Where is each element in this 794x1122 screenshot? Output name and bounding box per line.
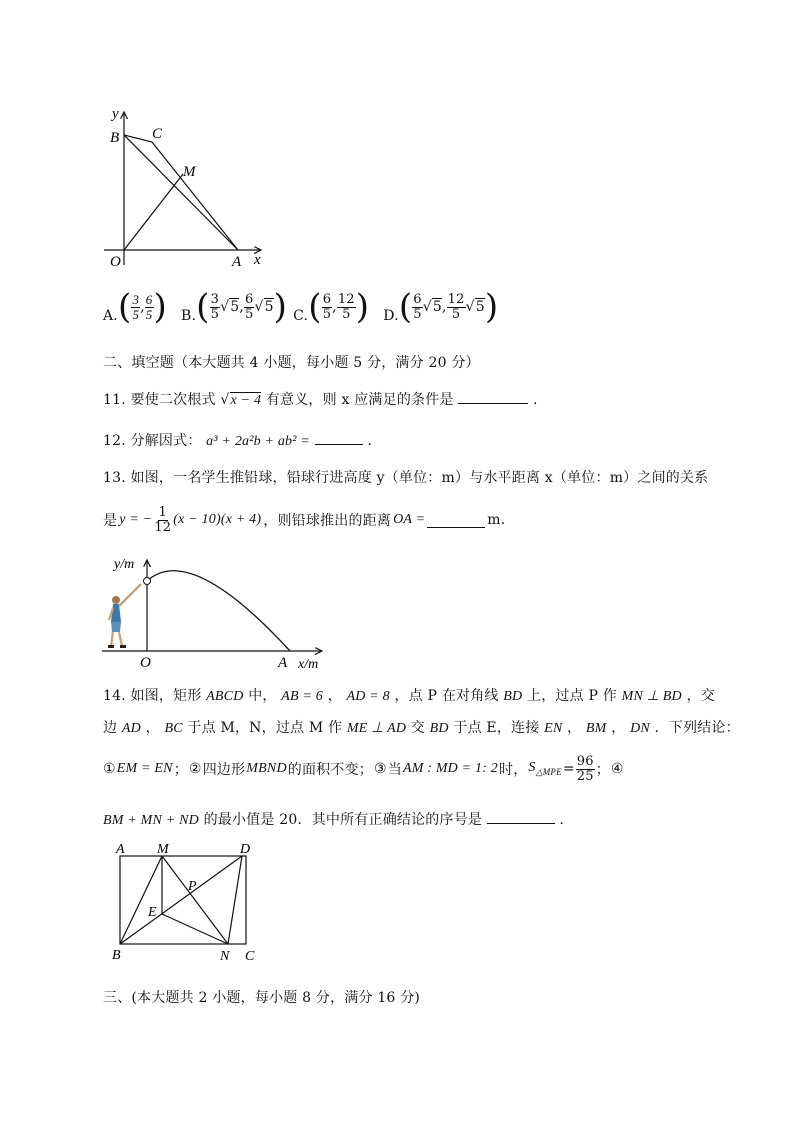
option-b-letter: B. (180, 308, 197, 324)
q14-semi2: ； (595, 762, 610, 779)
q12-pre: 12. 分解因式： (103, 433, 202, 449)
label-m: M (183, 164, 196, 180)
q13-y-eq: y = − (119, 512, 153, 528)
label-o: O (110, 254, 121, 270)
opt-b-d1: 5 (210, 306, 220, 322)
opt-d-n1: 6 (413, 291, 422, 307)
q14-l2a: 边 (103, 720, 118, 736)
q14-l2e: ．下列结论： (654, 720, 740, 736)
q14-ab: AB = 6 (281, 689, 324, 704)
q14-bd: BD (503, 689, 523, 704)
label-a: A (116, 842, 125, 857)
figure-shot-put (100, 550, 340, 672)
segment-en (162, 914, 228, 944)
q14-c3: ③ (373, 761, 387, 778)
label-m: M (157, 842, 169, 857)
q14-c1: ① (103, 761, 116, 778)
segment-mn (162, 856, 228, 944)
option-c[interactable]: C. ( $\frac{6}{5}$ , $\frac{12}{5}$ ) (293, 287, 370, 327)
opt-d-r2: 5 (475, 299, 485, 315)
question-14-line4 (103, 809, 564, 829)
opt-a-d2: 5 (145, 306, 153, 322)
opt-b-r1: 5 (230, 299, 240, 315)
q11-answer-blank[interactable] (458, 389, 528, 404)
q14-l1b: 中， (248, 688, 277, 704)
label-c: C (152, 126, 163, 142)
option-c-letter: C. (293, 308, 309, 324)
opt-d-d1: 5 (413, 306, 422, 322)
q14-eq: = (562, 761, 575, 778)
option-b[interactable]: B. ( $\frac{3}{5}$ √5 , $\frac{6}{5}$ √5 ) (180, 287, 288, 327)
opt-b-d2: 5 (244, 306, 254, 322)
q14-c3-when: 时， (499, 762, 528, 779)
q14-bm-mn-nd: BM + MN + ND (103, 813, 199, 828)
q10-options (103, 287, 499, 327)
student-figure (108, 584, 141, 648)
q14-ad2: AD (121, 721, 141, 736)
label-a: A (278, 655, 288, 671)
q14-sep1: ， (145, 720, 160, 736)
label-b: B (112, 948, 121, 963)
q14-c3-text: 当 (387, 762, 402, 779)
q14-f-num: 96 (576, 754, 594, 769)
label-n: N (220, 949, 230, 964)
question-14-line3 (103, 755, 624, 783)
figure-rectangle-abcd (108, 838, 268, 966)
opt-b-r2: 5 (264, 299, 274, 315)
q14-bd2: BD (429, 721, 449, 736)
q14-end: . (559, 812, 565, 828)
shot-ball (144, 578, 151, 585)
q13-answer-blank[interactable] (427, 513, 485, 528)
q14-abcd: ABCD (206, 689, 244, 704)
q11-post: 有意义，则 x 应满足的条件是 (265, 392, 454, 408)
q14-comma: ， (327, 688, 342, 704)
q14-dn: DN (630, 721, 650, 736)
label-b: B (110, 130, 120, 146)
label-y-m: y/m (114, 557, 135, 572)
option-a-letter: A. (103, 308, 118, 324)
q14-l2c: 交 (410, 720, 425, 736)
question-13-line2 (103, 506, 505, 534)
q14-en: EN (544, 721, 563, 736)
q14-em-en: EM = EN (116, 761, 173, 777)
q14-l1d: 上，过点 P 作 (527, 688, 617, 704)
q14-semi1: ； (173, 762, 188, 779)
trajectory-curve (147, 571, 290, 651)
opt-d-n2: 12 (447, 291, 465, 307)
q14-l1a: 14. 如图，矩形 (103, 688, 202, 704)
label-c: C (245, 949, 255, 964)
label-x: x (254, 252, 261, 268)
q14-mn-perp: MN ⊥ BD (621, 689, 682, 704)
q14-c2-b: 的面积不变； (287, 762, 373, 779)
question-13-line1: 13. 如图，一名学生推铅球，铅球行进高度 y（单位：m）与水平距离 x（单位：m）之间的关系 (103, 470, 709, 486)
q14-f-den: 25 (576, 768, 594, 784)
segment-bm (120, 856, 162, 944)
opt-c-d2: 5 (342, 306, 351, 322)
question-14-line1 (103, 685, 715, 705)
q14-sep2: ， (567, 720, 582, 736)
q14-c2: ② (188, 761, 202, 778)
segment-dn (228, 856, 242, 944)
opt-b-n2: 6 (244, 291, 254, 307)
q13-frac-den: 12 (154, 519, 172, 535)
opt-c-d1: 5 (322, 306, 332, 322)
q11-radicand: x − 4 (230, 393, 262, 408)
q13-oa: OA = (393, 512, 426, 528)
q13-frac-num: 1 (158, 505, 168, 520)
opt-d-d2: 5 (451, 306, 461, 322)
opt-b-n1: 3 (210, 291, 220, 307)
label-o: O (140, 655, 151, 671)
q14-sep3: ， (611, 720, 626, 736)
figure-coordinate-diagram (96, 100, 276, 275)
question-14-line2 (103, 717, 740, 737)
q11-pre: 11. 要使二次根式 (103, 392, 216, 408)
q13-mid: ，则铅球推出的距离 (263, 513, 392, 530)
label-e: E (148, 905, 157, 920)
q14-l1c: ，点 P 在对角线 (394, 688, 499, 704)
q12-expression: a³ + 2a²b + ab² = (206, 434, 311, 449)
label-d: D (240, 842, 251, 857)
opt-a-n1: 3 (132, 291, 140, 307)
diagonal-bd (120, 856, 242, 944)
opt-a-n2: 6 (145, 291, 153, 307)
section-3-heading: 三、(本大题共 2 小题，每小题 8 分，满分 16 分) (103, 990, 421, 1006)
q14-bc: BC (164, 721, 183, 736)
option-a[interactable]: A. ( $\frac{3}{5}$ , $\frac{6}{5}$ ) (103, 287, 167, 327)
question-12 (103, 430, 372, 450)
opt-d-r1: 5 (432, 299, 443, 315)
q11-end: . (532, 392, 538, 408)
label-x-m: x/m (298, 657, 319, 672)
q13-pre: 是 (103, 513, 118, 530)
q14-s: S (528, 760, 536, 776)
q14-l1e: ，交 (686, 688, 715, 704)
label-a: A (232, 254, 242, 270)
q14-bm: BM (585, 721, 607, 736)
q14-ad: AD = 8 (346, 689, 390, 704)
q14-answer-blank[interactable] (487, 809, 555, 824)
q14-c2-a: 四边形 (202, 762, 246, 779)
label-y: y (112, 106, 119, 122)
q12-answer-blank[interactable] (315, 430, 363, 445)
segment-o-m (124, 174, 183, 250)
q14-s-sub: △MPE (535, 767, 562, 778)
opt-a-d1: 5 (132, 306, 140, 322)
opt-c-n1: 6 (322, 291, 332, 307)
option-d[interactable]: D. ( $\frac{6}{5}$ √5 , $\frac{12}{5}$ √5 ) (383, 287, 499, 327)
label-p: P (188, 879, 197, 894)
segment-b-a (124, 135, 238, 250)
q14-ratio: AM : MD = 1: 2 (402, 761, 498, 777)
opt-c-n2: 12 (337, 291, 355, 307)
q14-l2d: 于点 E，连接 (453, 720, 540, 736)
question-11: 11. 要使二次根式 √x − 4 有意义，则 x 应满足的条件是 . (103, 389, 538, 409)
q14-me-perp: ME ⊥ AD (346, 721, 407, 736)
q12-end: . (367, 433, 372, 449)
q14-mbnd: MBND (246, 761, 287, 777)
q14-l2b: 于点 M，N，过点 M 作 (187, 720, 343, 736)
option-d-letter: D. (383, 308, 399, 324)
q14-l4-text: 的最小值是 20．其中所有正确结论的序号是 (203, 812, 483, 828)
section-2-heading: 二、填空题（本大题共 4 小题，每小题 5 分，满分 20 分） (103, 355, 480, 371)
q14-c4: ④ (610, 761, 624, 778)
q13-unit: m. (487, 512, 506, 529)
q13-expression: (x − 10)(x + 4) (173, 512, 262, 528)
